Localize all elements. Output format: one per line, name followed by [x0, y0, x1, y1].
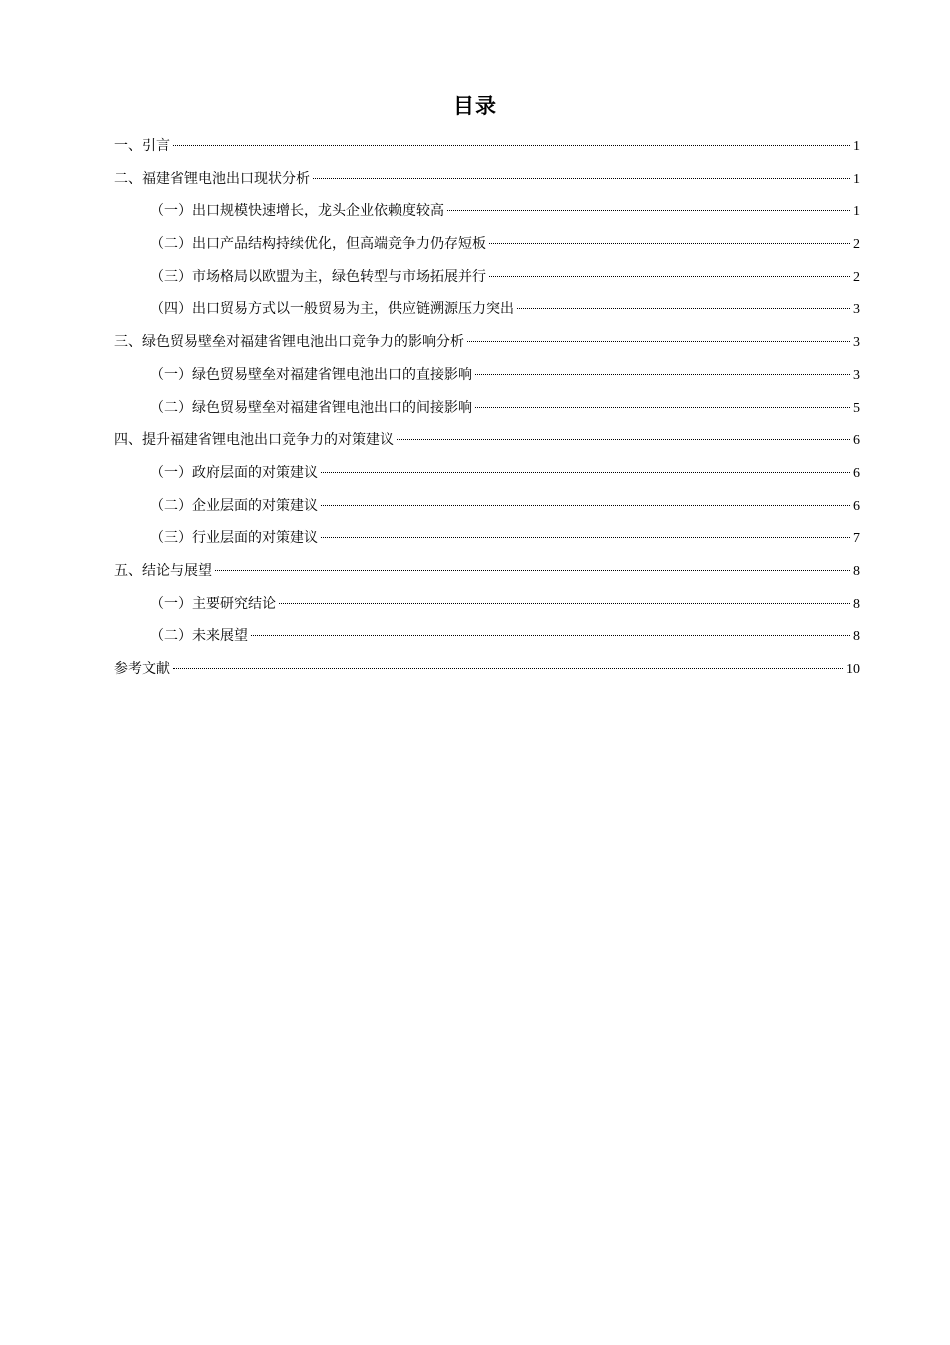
toc-entry-text: （一）主要研究结论: [150, 595, 276, 612]
toc-entry-text: （一）绿色贸易壁垒对福建省锂电池出口的直接影响: [150, 366, 472, 383]
toc-entry-page-number: 8: [853, 629, 860, 645]
toc-entry-page-number: 3: [853, 367, 860, 383]
dot-leader: [475, 407, 850, 408]
dot-leader: [517, 308, 850, 309]
toc-entry-trade-mode[interactable]: [114, 293, 860, 326]
dot-leader: [489, 276, 850, 277]
toc-entry-government-level[interactable]: [114, 457, 860, 490]
toc-entry-conclusion[interactable]: [114, 555, 860, 588]
toc-entry-page-number: 3: [853, 302, 860, 318]
toc-entry-enterprise-level[interactable]: [114, 490, 860, 523]
toc-entry-future-outlook[interactable]: [114, 620, 860, 653]
toc-entry-export-scale[interactable]: [114, 195, 860, 228]
toc-entry-page-number: 2: [853, 269, 860, 285]
toc-entry-page-number: 6: [853, 498, 860, 514]
toc-entry-references[interactable]: [114, 653, 860, 686]
dot-leader: [313, 178, 850, 179]
toc-entry-text: 三、绿色贸易壁垒对福建省锂电池出口竞争力的影响分析: [114, 334, 464, 351]
toc-entry-page-number: 7: [853, 531, 860, 547]
dot-leader: [397, 439, 850, 440]
toc-entry-page-number: 1: [853, 204, 860, 220]
toc-entry-text: 五、结论与展望: [114, 562, 212, 579]
toc-entry-text: （三）市场格局以欧盟为主，绿色转型与市场拓展并行: [150, 268, 486, 285]
table-of-contents: [114, 130, 860, 686]
toc-title: 目录: [453, 94, 497, 118]
dot-leader: [489, 243, 850, 244]
toc-entry-export-status[interactable]: [114, 163, 860, 196]
toc-entry-product-structure[interactable]: [114, 228, 860, 261]
dot-leader: [173, 668, 843, 669]
toc-entry-countermeasures[interactable]: [114, 424, 860, 457]
toc-entry-page-number: 2: [853, 237, 860, 253]
toc-entry-text: （一）出口规模快速增长，龙头企业依赖度较高: [150, 203, 444, 220]
toc-entry-text: （一）政府层面的对策建议: [150, 464, 318, 481]
toc-entry-market-pattern[interactable]: [114, 261, 860, 294]
toc-entry-page-number: 6: [853, 465, 860, 481]
dot-leader: [467, 341, 850, 342]
toc-entry-text: 二、福建省锂电池出口现状分析: [114, 170, 310, 187]
toc-entry-page-number: 1: [853, 139, 860, 154]
toc-entry-direct-impact[interactable]: [114, 359, 860, 392]
dot-leader: [447, 210, 850, 211]
dot-leader: [215, 570, 850, 571]
toc-entry-text: （二）绿色贸易壁垒对福建省锂电池出口的间接影响: [150, 399, 472, 416]
toc-entry-text: （三）行业层面的对策建议: [150, 530, 318, 547]
toc-entry-page-number: 10: [846, 662, 860, 677]
toc-entry-text: 参考文献: [114, 661, 170, 677]
toc-entry-text: （二）出口产品结构持续优化，但高端竞争力仍存短板: [150, 236, 486, 253]
toc-entry-introduction[interactable]: [114, 130, 860, 163]
toc-entry-page-number: 1: [853, 171, 860, 187]
toc-entry-page-number: 6: [853, 433, 860, 449]
toc-entry-text: （二）未来展望: [150, 628, 248, 645]
toc-entry-page-number: 8: [853, 596, 860, 612]
dot-leader: [321, 472, 850, 473]
toc-entry-industry-level[interactable]: [114, 522, 860, 555]
toc-entry-main-findings[interactable]: [114, 588, 860, 621]
dot-leader: [321, 537, 850, 538]
toc-entry-page-number: 5: [853, 400, 860, 416]
dot-leader: [251, 635, 850, 636]
toc-entry-page-number: 3: [853, 335, 860, 351]
dot-leader: [475, 374, 850, 375]
toc-entry-text: 一、引言: [114, 138, 170, 154]
dot-leader: [173, 145, 850, 146]
toc-entry-indirect-impact[interactable]: [114, 392, 860, 425]
toc-entry-impact-analysis[interactable]: [114, 326, 860, 359]
dot-leader: [321, 505, 850, 506]
toc-entry-text: 四、提升福建省锂电池出口竞争力的对策建议: [114, 432, 394, 449]
toc-entry-page-number: 8: [853, 563, 860, 579]
toc-entry-text: （二）企业层面的对策建议: [150, 497, 318, 514]
dot-leader: [279, 603, 850, 604]
toc-entry-text: （四）出口贸易方式以一般贸易为主，供应链溯源压力突出: [150, 301, 514, 318]
